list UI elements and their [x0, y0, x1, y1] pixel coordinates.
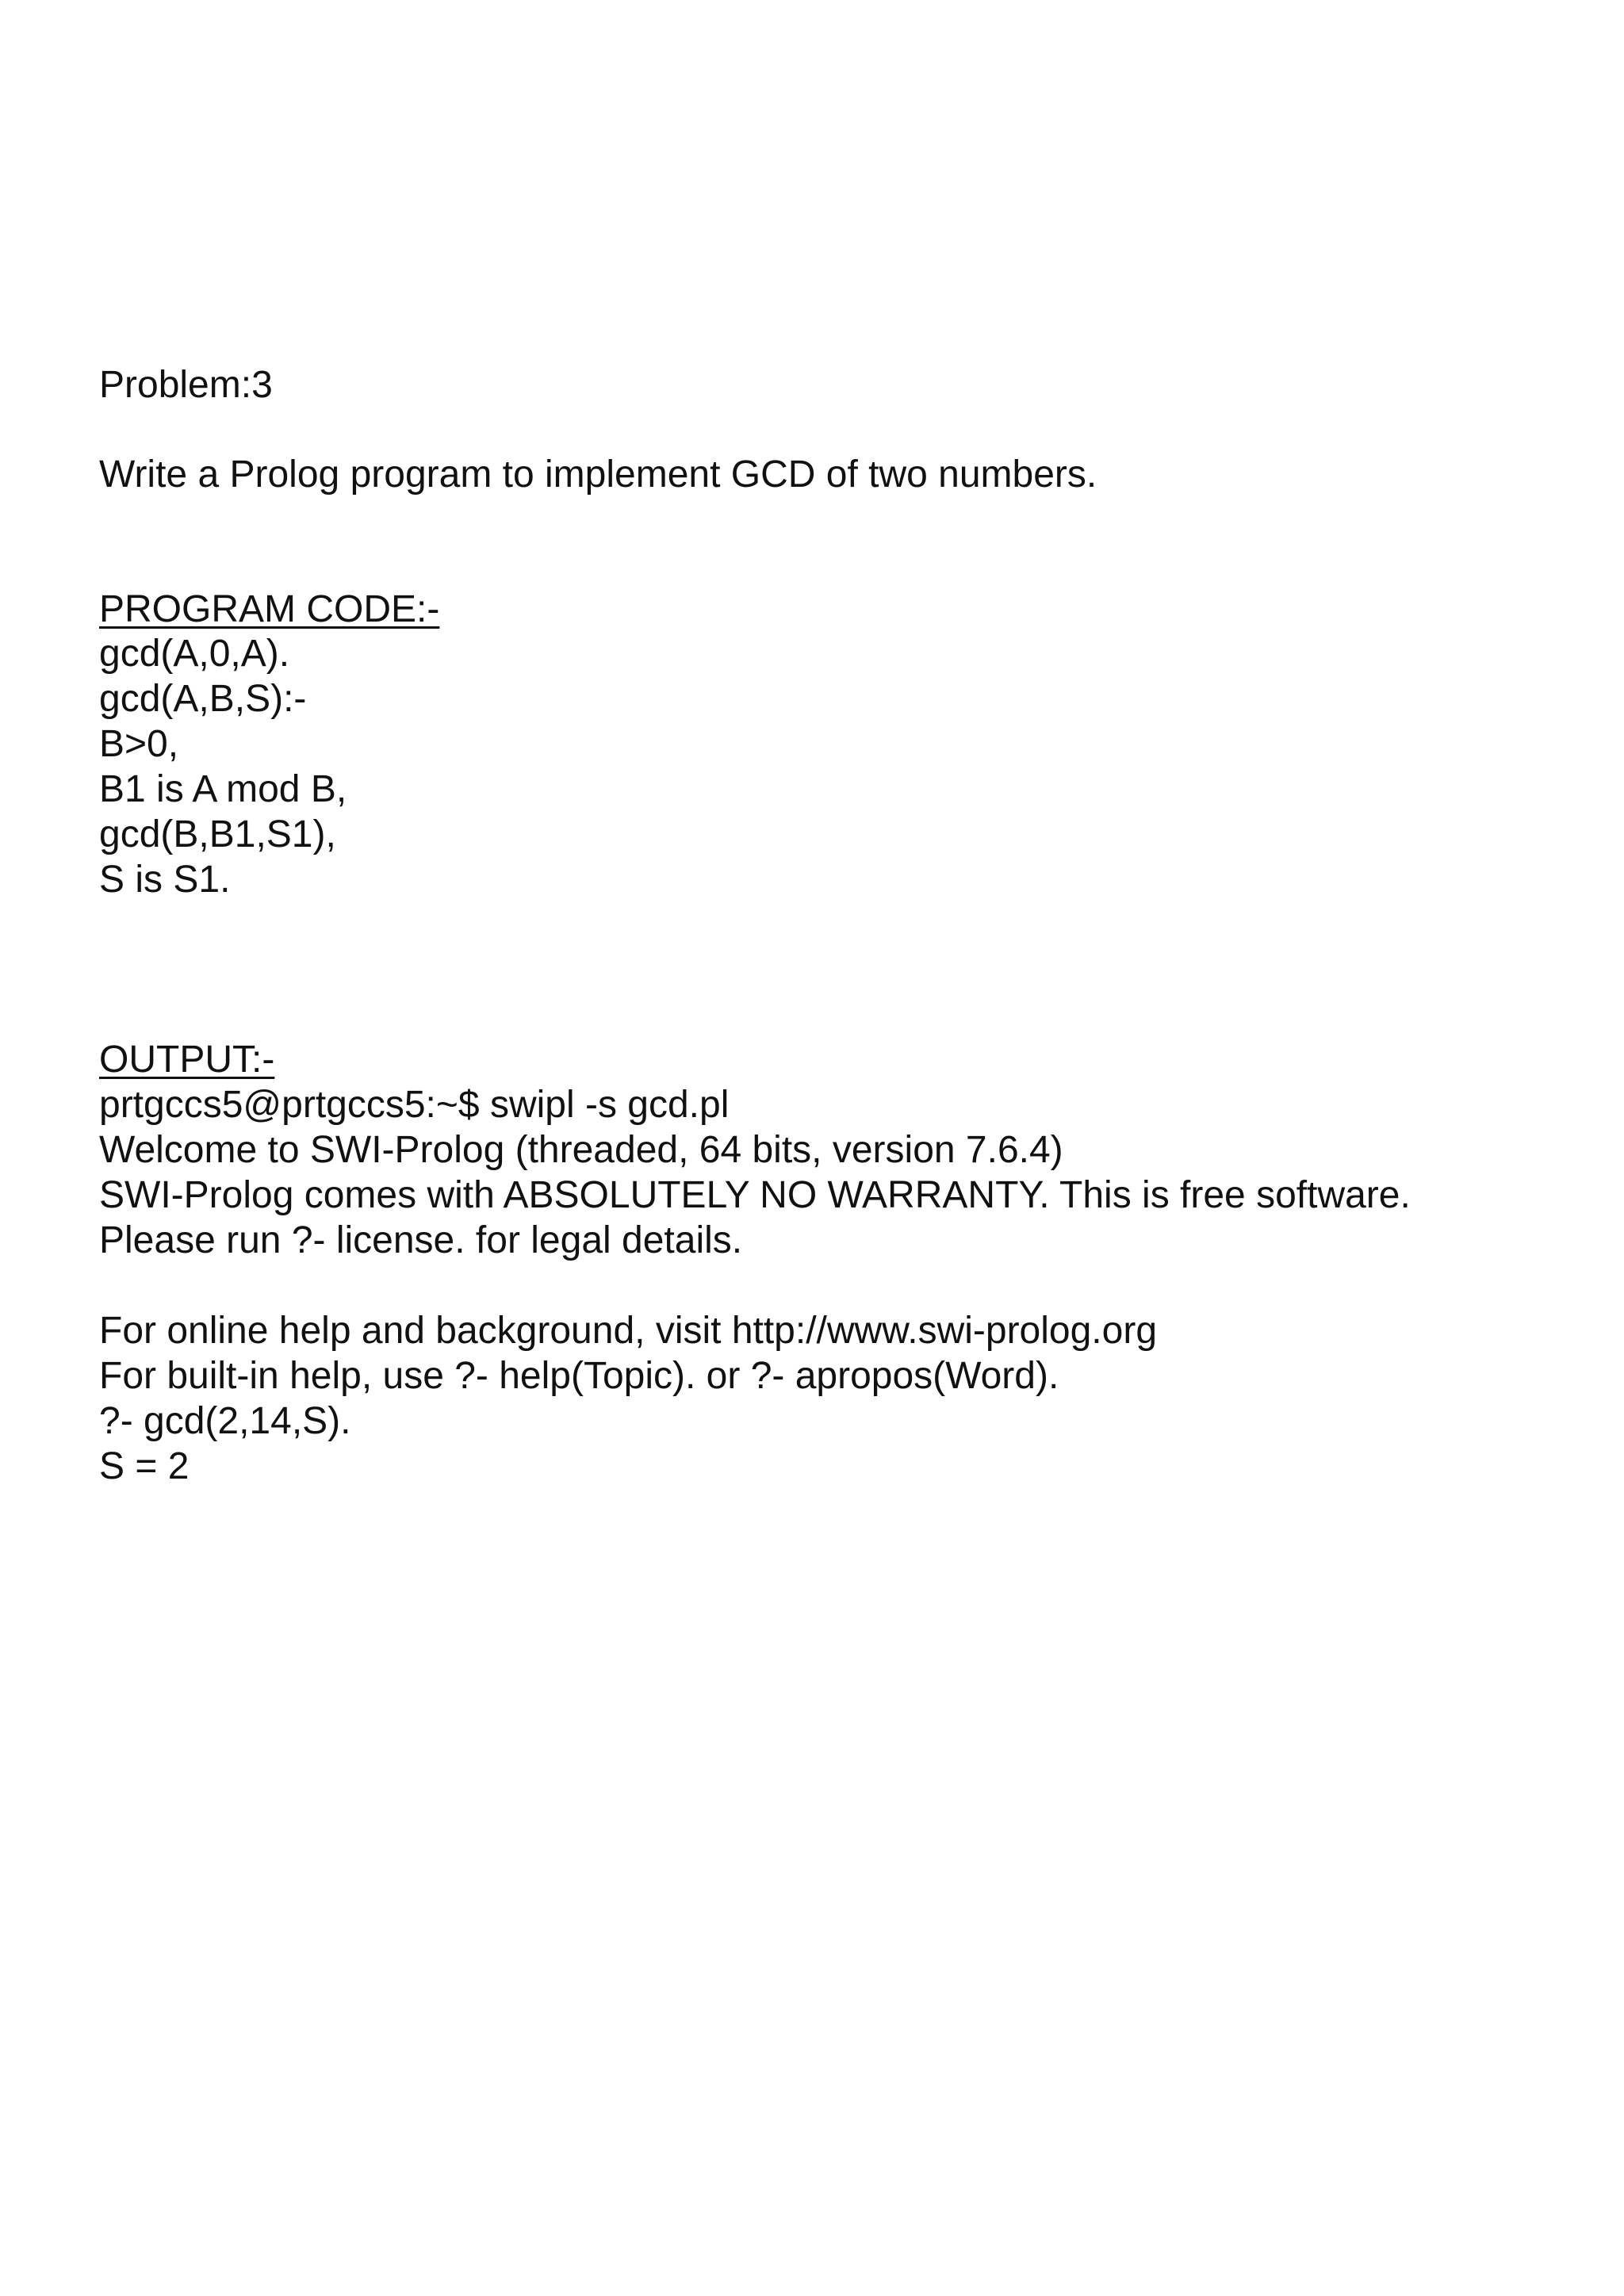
program-code-heading: PROGRAM CODE:-	[99, 588, 440, 630]
code-line: B>0,	[99, 723, 179, 765]
output-line: Please run ?- license. for legal details.	[99, 1219, 743, 1261]
output-line: Welcome to SWI-Prolog (threaded, 64 bits, version 7.6.4)	[99, 1129, 1063, 1171]
output-line: For built-in help, use ?- help(Topic). or ?- apropos(Word).	[99, 1355, 1059, 1397]
output-line: S = 2	[99, 1445, 190, 1487]
code-line: S is S1.	[99, 859, 231, 901]
code-line: B1 is A mod B,	[99, 768, 347, 810]
output-heading: OUTPUT:-	[99, 1039, 275, 1081]
output-line: ?- gcd(2,14,S).	[99, 1400, 351, 1442]
code-line: gcd(A,B,S):-	[99, 678, 307, 720]
output-line: prtgccs5@prtgccs5:~$ swipl -s gcd.pl	[99, 1084, 730, 1126]
problem-label: Problem:3	[99, 364, 273, 406]
output-line: SWI-Prolog comes with ABSOLUTELY NO WARRANTY. This is free software.	[99, 1174, 1411, 1216]
code-line: gcd(B,B1,S1),	[99, 813, 336, 855]
code-line: gcd(A,0,A).	[99, 633, 290, 675]
output-line: For online help and background, visit http://www.swi-prolog.org	[99, 1310, 1158, 1352]
problem-statement: Write a Prolog program to implement GCD of two numbers.	[99, 453, 1097, 496]
